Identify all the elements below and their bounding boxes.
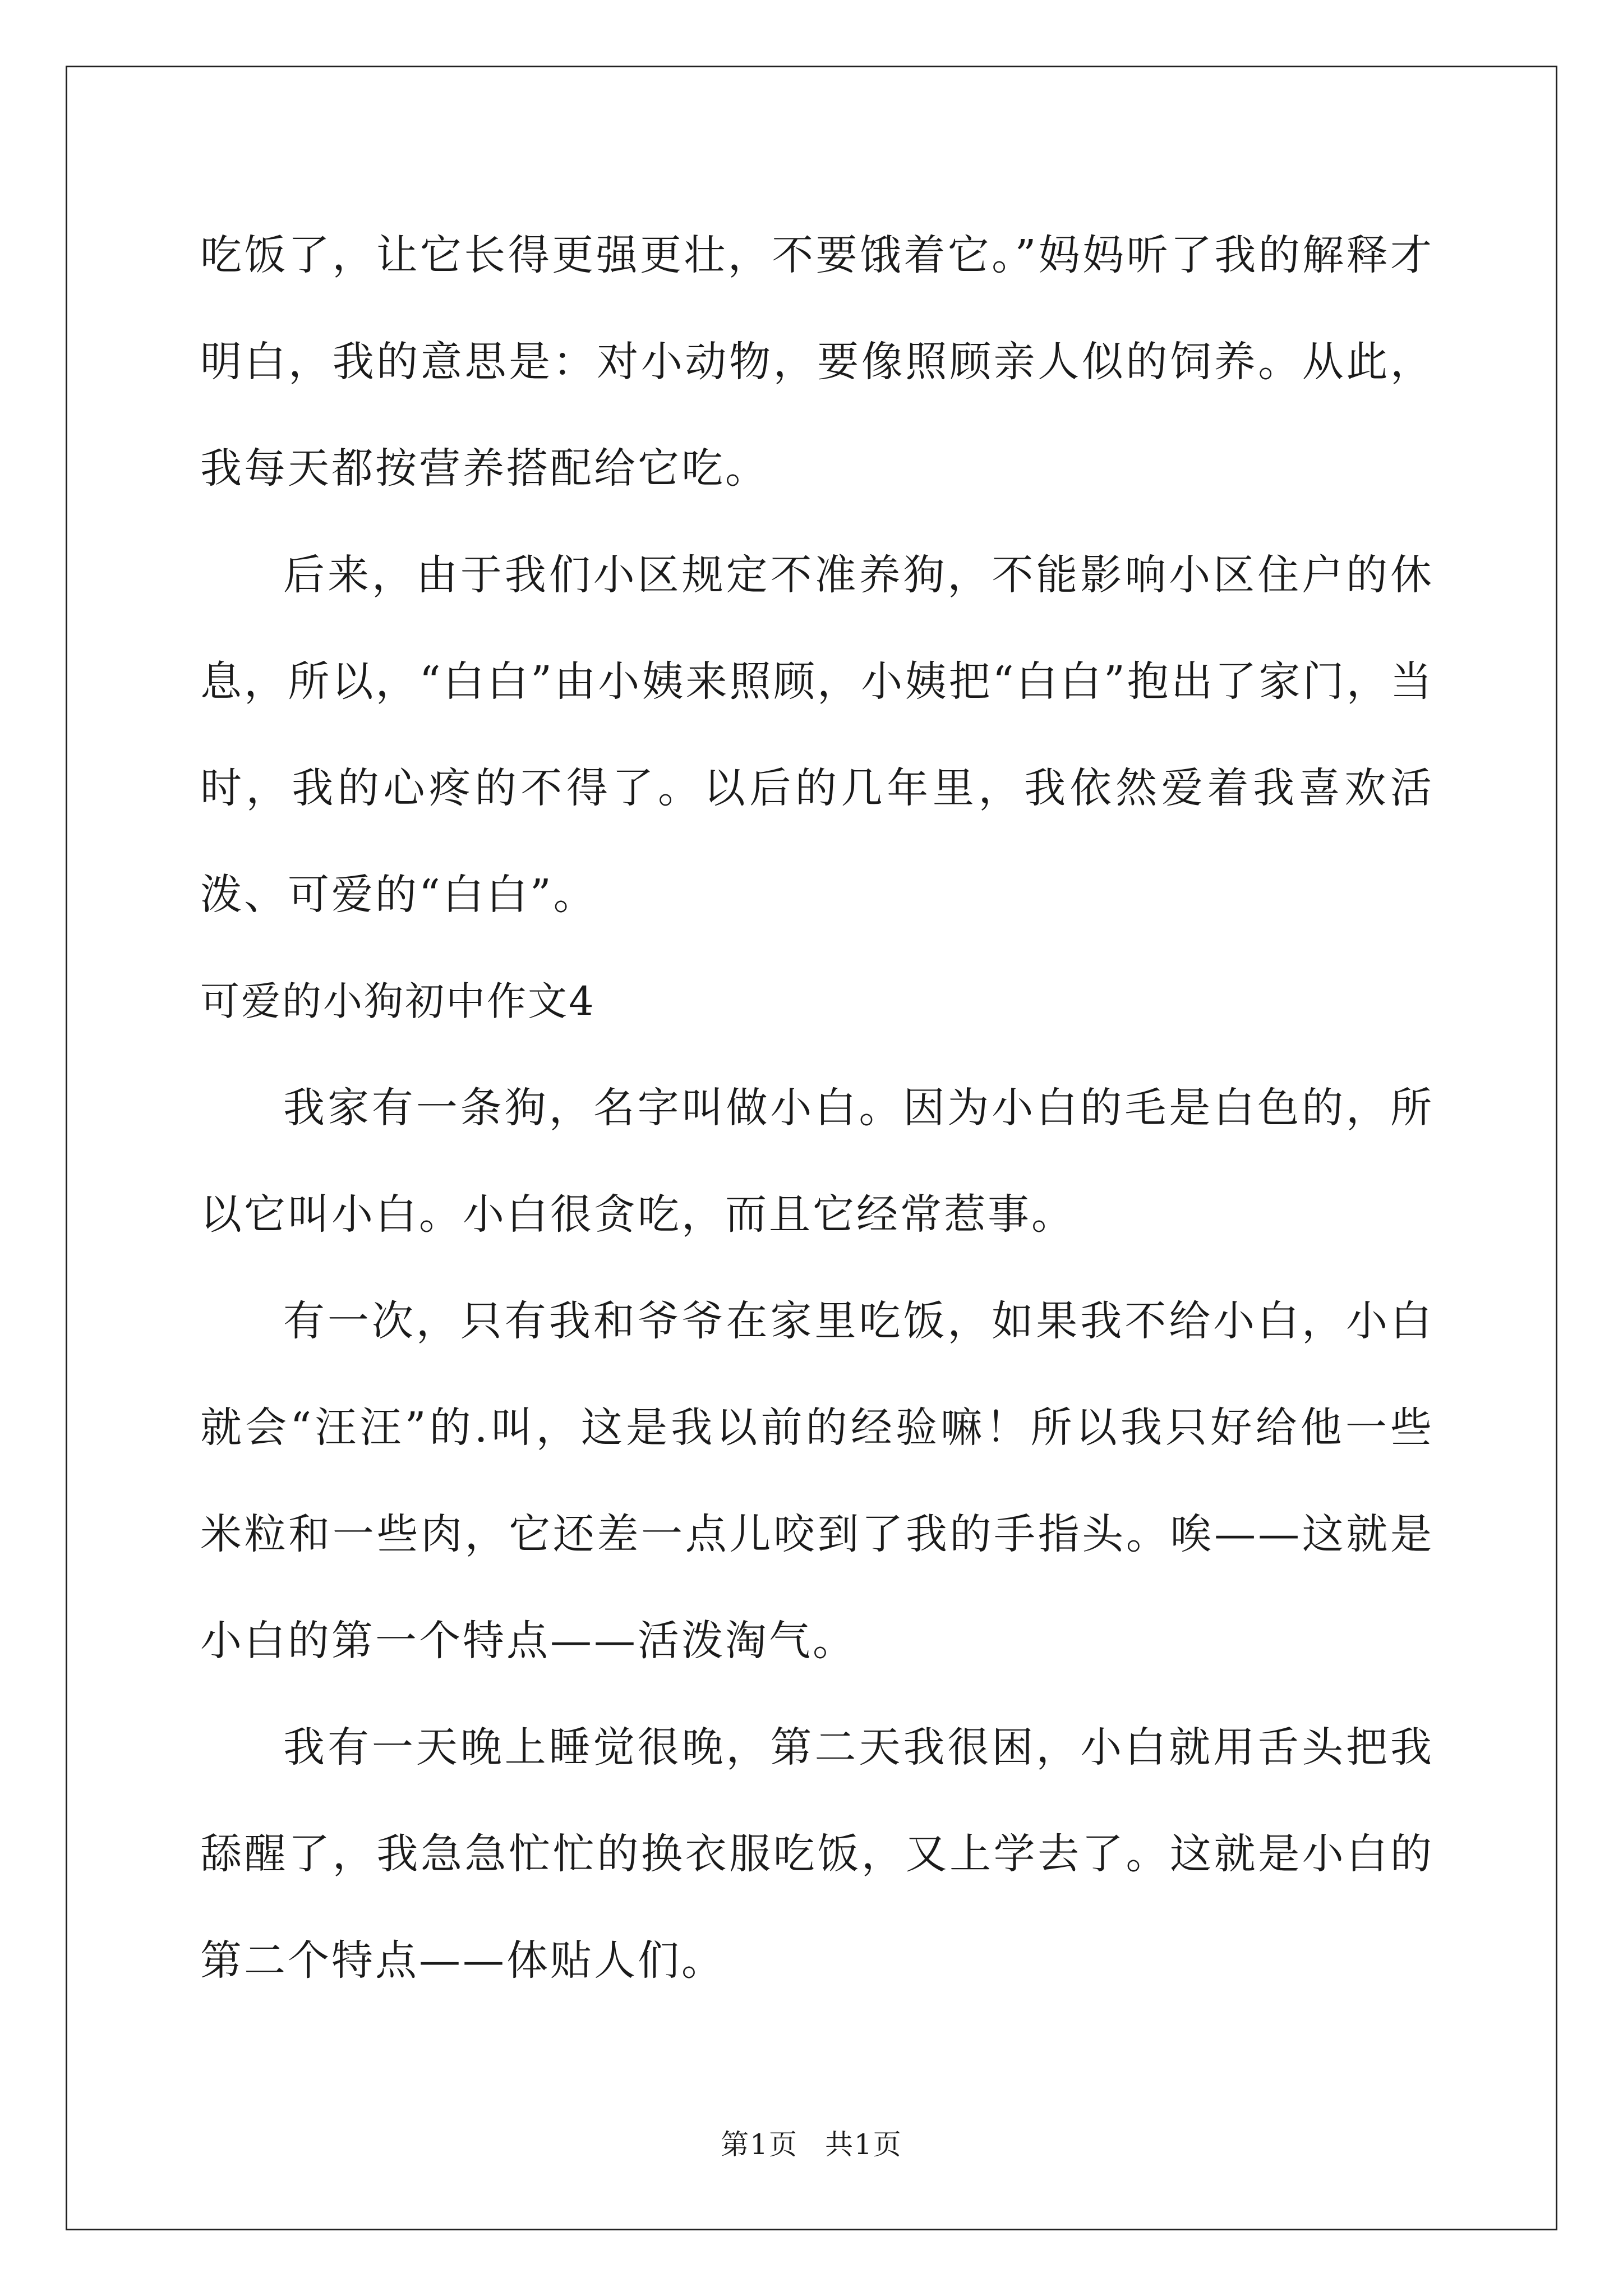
paragraph-3: 我家有一条狗，名字叫做小白。因为小白的毛是白色的，所以它叫小白。小白很贪吃，而且它经常惹事。 [200, 1084, 1434, 1239]
paragraph-5: 我有一天晚上睡觉很晚，第二天我很困，小白就用舌头把我舔醒了，我急急忙忙的换衣服吃饭，又上学去了。这就是小白的第二个特点——体贴人们。 [200, 1723, 1434, 1985]
page-number: 第1页 [721, 2128, 798, 2161]
paragraph-1: 吃饭了，让它长得更强更壮，不要饿着它。”妈妈听了我的解释才明白，我的意思是：对小动物，要像照顾亲人似的饲养。从此，我每天都按营养搭配给它吃。 [200, 231, 1434, 493]
section-heading: 可爱的小狗初中作文4 [200, 978, 596, 1024]
page-footer [0, 2122, 1623, 2162]
page-total: 共1页 [825, 2128, 902, 2161]
paragraph-2: 后来，由于我们小区规定不准养狗，不能影响小区住户的休息，所以，“白白”由小姨来照顾，小姨把“白白”抱出了家门，当时，我的心疼的不得了。以后的几年里，我依然爱着我喜欢活泼、可爱的“白白”。 [200, 551, 1434, 919]
paragraph-4: 有一次，只有我和爷爷在家里吃饭，如果我不给小白，小白就会“汪汪”的.叫，这是我以前的经验嘛！所以我只好给他一些米粒和一些肉，它还差一点儿咬到了我的手指头。唉——这就是小白的第一个特点——活泼淘气。 [200, 1297, 1434, 1665]
document-body [200, 202, 1434, 2014]
